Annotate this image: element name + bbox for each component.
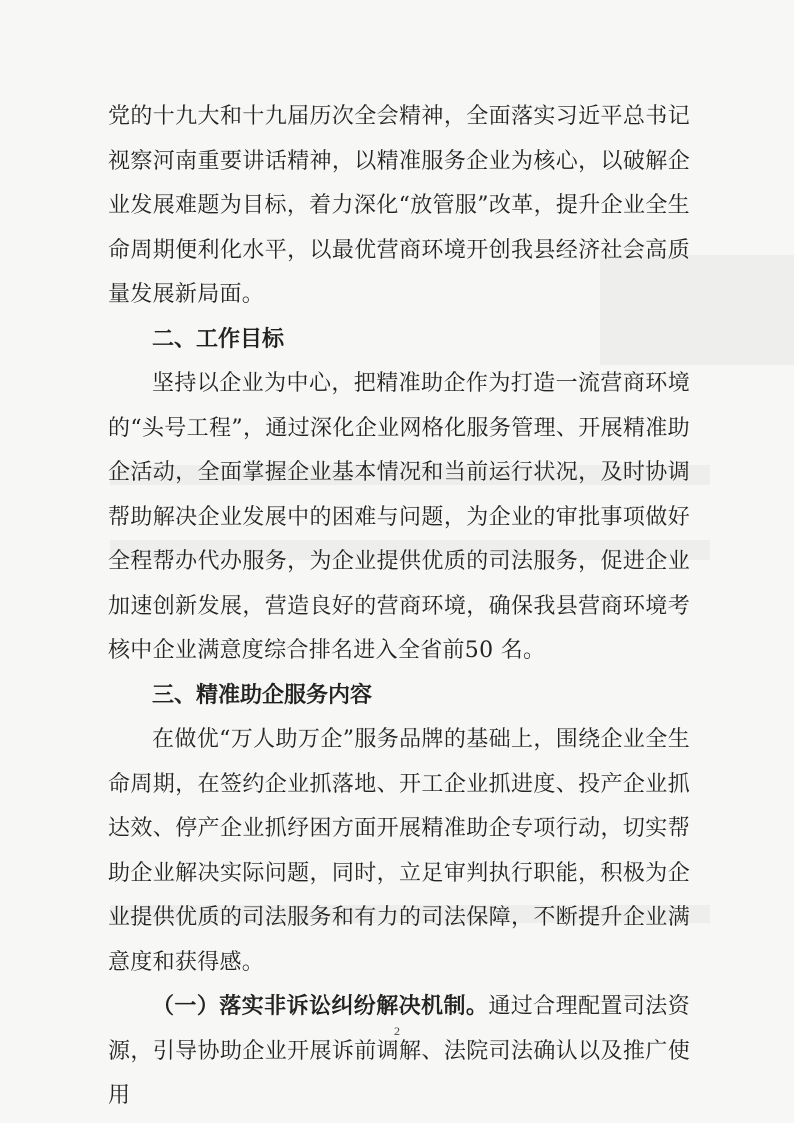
- subheading-non-litigation: （一）落实非诉讼纠纷解决机制。: [152, 994, 489, 1019]
- paragraph-non-litigation: [108, 985, 690, 1119]
- paragraph-work-goals: 坚持以企业为中心，把精准助企作为打造一流营商环境的“头号工程”，通过深化企业网格化服务管理、开展精准助企活动，全面掌握企业基本情况和当前运行状况，及时协调帮助解决企业发展中的困难与问题，为企业的审批事项做好全程帮办代办服务，为企业提供优质的司法服务，促进企业加速创新发展，营造良好的营商环境，确保我县营商环境考核中企业满意度综合排名进入全省前50 名。: [108, 371, 690, 663]
- paragraph-service-content: 在做优“万人助万企”服务品牌的基础上，围绕企业全生命周期，在签约企业抓落地、开工企业抓进度、投产企业抓达效、停产企业抓纾困方面开展精准助企专项行动，切实帮助企业解决实际问题，同时，立足审判执行职能，积极为企业提供优质的司法服务和有力的司法保障，不断提升企业满意度和获得感。: [108, 727, 690, 975]
- paragraph-intro-continuation: 党的十九大和十九届历次全会精神，全面落实习近平总书记视察河南重要讲话精神，以精准服务企业为核心，以破解企业发展难题为目标，着力深化“放管服”改革，提升企业全生命周期便利化水平，以最优营商环境开创我县经济社会高质量发展新局面。: [108, 104, 690, 307]
- paragraph-non-litigation-text: 通过合理配置司法资源，引导协助企业开展诉前调解、法院司法确认以及推广使用: [108, 994, 690, 1108]
- page-number: 2: [394, 1024, 400, 1038]
- section-heading-work-goals: 二、工作目标: [152, 326, 285, 352]
- section-heading-service-content: 三、精准助企服务内容: [152, 682, 373, 708]
- document-body: [108, 95, 690, 1119]
